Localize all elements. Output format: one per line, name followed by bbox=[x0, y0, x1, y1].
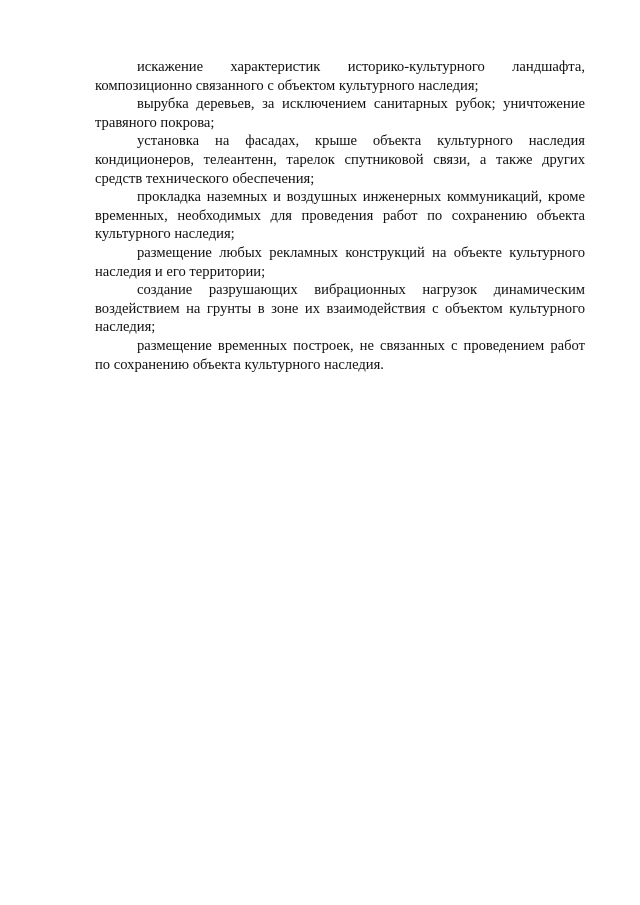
paragraph-tree-cutting: вырубка деревьев, за исключением санитарных рубок; уничтожение травяного покрова; bbox=[95, 96, 585, 131]
paragraph-landscape-distortion: искажение характеристик историко-культурного ландшафта, композиционно связанного с объектом культурного наследия; bbox=[95, 59, 585, 94]
paragraph-vibration-loads: создание разрушающих вибрационных нагрузок динамическим воздействием на грунты в зоне их взаимодействия с объектом культурного наследия; bbox=[95, 282, 585, 336]
paragraph-facade-equipment: установка на фасадах, крыше объекта культурного наследия кондиционеров, телеантенн, тарелок спутниковой связи, а также других средств технического обеспечения; bbox=[95, 133, 585, 187]
paragraph-temporary-buildings: размещение временных построек, не связанных с проведением работ по сохранению объекта культурного наследия. bbox=[95, 337, 585, 373]
paragraph-utilities: прокладка наземных и воздушных инженерных коммуникаций, кроме временных, необходимых для проведения работ по сохранению объекта культурного наследия; bbox=[95, 189, 585, 243]
paragraph-advertising: размещение любых рекламных конструкций на объекте культурного наследия и его территории; bbox=[95, 244, 585, 280]
document-body bbox=[95, 58, 585, 374]
